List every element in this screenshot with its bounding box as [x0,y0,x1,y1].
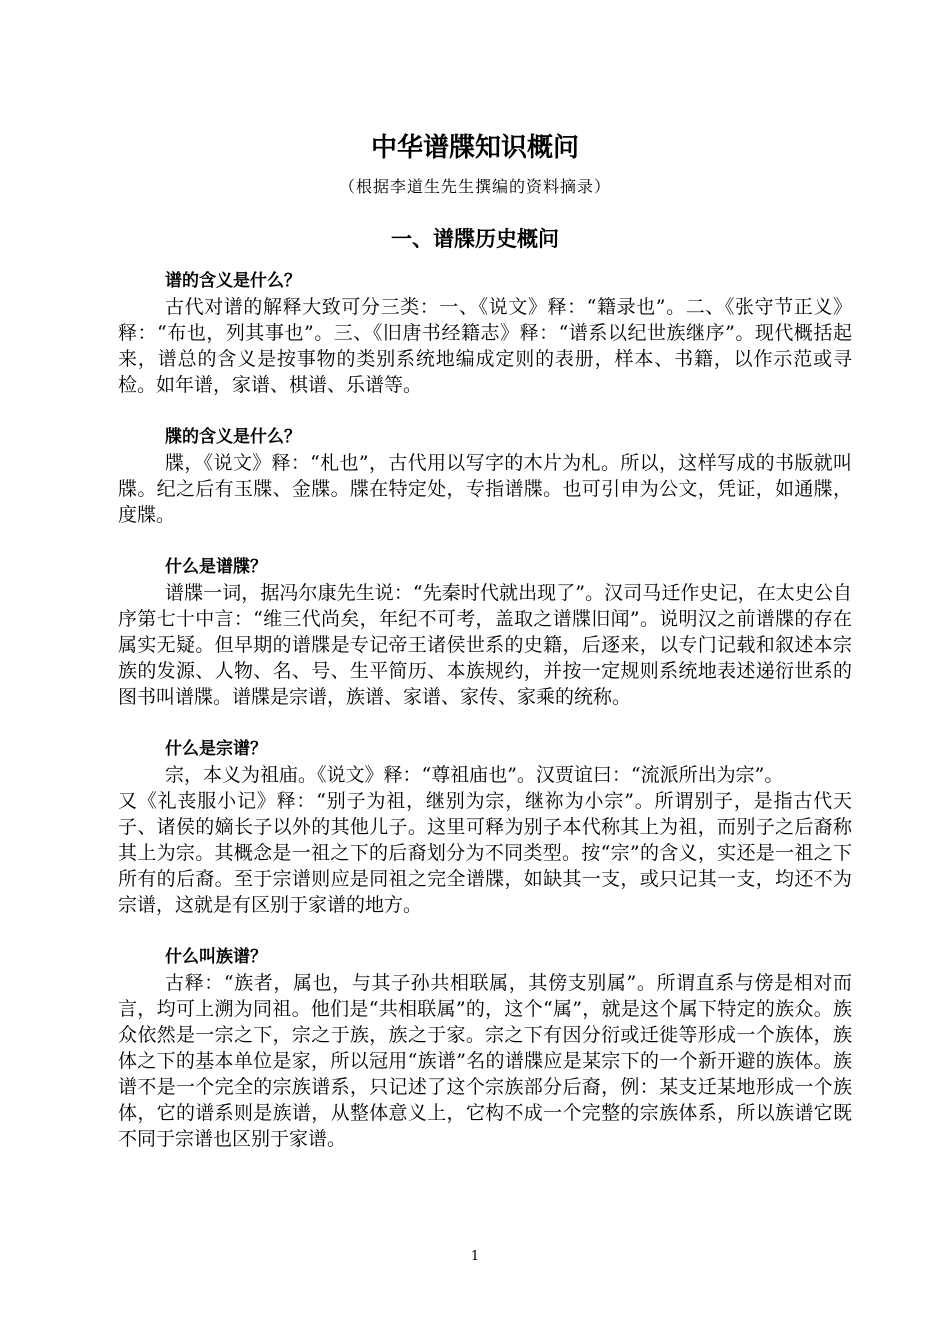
page-number: 1 [470,1249,480,1264]
question-heading: 什么是宗谱？ [165,739,267,759]
answer-paragraph: 又《礼丧服小记》释：“别子为祖，继别为宗，继祢为小宗”。所谓别子，是指古代天子、诸侯的嫡长子以外的其他儿子。这里可释为别子本代称其上为祖，而别子之后裔称其上为宗。其概念是一祖之下的后裔划分为不同类型。按“宗”的含义，实还是一祖之下所有的后裔。至于宗谱则应是同祖之完全谱牒，如缺其一支，或只记其一支，均还不为宗谱，这就是有区别于家谱的地方。 [118,790,852,916]
answer-paragraph: 宗，本义为祖庙。《说文》释：“尊祖庙也”。汉贾谊曰：“流派所出为宗”。 [165,764,784,786]
question-heading: 什么叫族谱？ [165,947,267,967]
answer-paragraph: 牒，《说文》释：“札也”，古代用以写字的木片为札。所以，这样写成的书版就叫牒。纪之后有玉牒、金牒。牒在特定处，专指谱牒。也可引申为公文，凭证，如通牒，度牒。 [118,452,852,526]
qa-block-zupu [118,944,852,1152]
document-title: 中华谱牒知识概问 [370,133,579,163]
question-heading: 牒的含义是什么？ [165,427,301,447]
qa-block-zongpu [118,736,852,918]
answer-paragraph: 谱牒一词，据冯尔康先生说：“先秦时代就出现了”。汉司马迁作史记，在太史公自序第七十中言：“维三代尚矣，年纪不可考，盖取之谱牒旧闻”。说明汉之前谱牒的存在属实无疑。但早期的谱牒是专记帝王诸侯世系的史籍，后逐来，以专门记载和叙述本宗族的发源、人物、名、号、生平简历、本族规约，并按一定规则系统地表述递衍世系的图书叫谱牒。谱牒是宗谱，族谱、家谱、家传、家乘的统称。 [118,582,852,708]
question-heading: 谱的含义是什么？ [165,271,301,291]
qa-block-die-meaning [118,424,852,528]
qa-block-pu-meaning [118,268,852,398]
section-heading: 一、谱牒历史概问 [391,227,559,251]
document-body [118,268,852,1178]
answer-paragraph: 古代对谱的解释大致可分三类：一、《说文》释：“籍录也”。二、《张守节正义》释：“布也，列其事也”。三、《旧唐书经籍志》释：“谱系以纪世族继序”。现代概括起来，谱总的含义是按事物的类别系统地编成定则的表册，样本、书籍，以作示范或寻检。如年谱，家谱、棋谱、乐谱等。 [118,296,852,396]
question-heading: 什么是谱牒？ [165,557,267,577]
document-subtitle: （根据李道生先生撰编的资料摘录） [338,177,611,196]
qa-block-pudie [118,554,852,710]
answer-paragraph: 古释：“族者，属也，与其子孙共相联属，其傍支别属”。所谓直系与傍是相对而言，均可上溯为同祖。他们是“共相联属”的，这个“属”，就是这个属下特定的族众。族众依然是一宗之下，宗之于族，族之于家。宗之下有因分衍或迁徙等形成一个族体，族体之下的基本单位是家，所以冠用“族谱”名的谱牒应是某宗下的一个新开避的族体。族谱不是一个完全的宗族谱系，只记述了这个宗族部分后裔，例：某支迁某地形成一个族体，它的谱系则是族谱，从整体意义上，它构不成一个完整的宗族体系，所以族谱它既不同于宗谱也区别于家谱。 [118,972,852,1150]
